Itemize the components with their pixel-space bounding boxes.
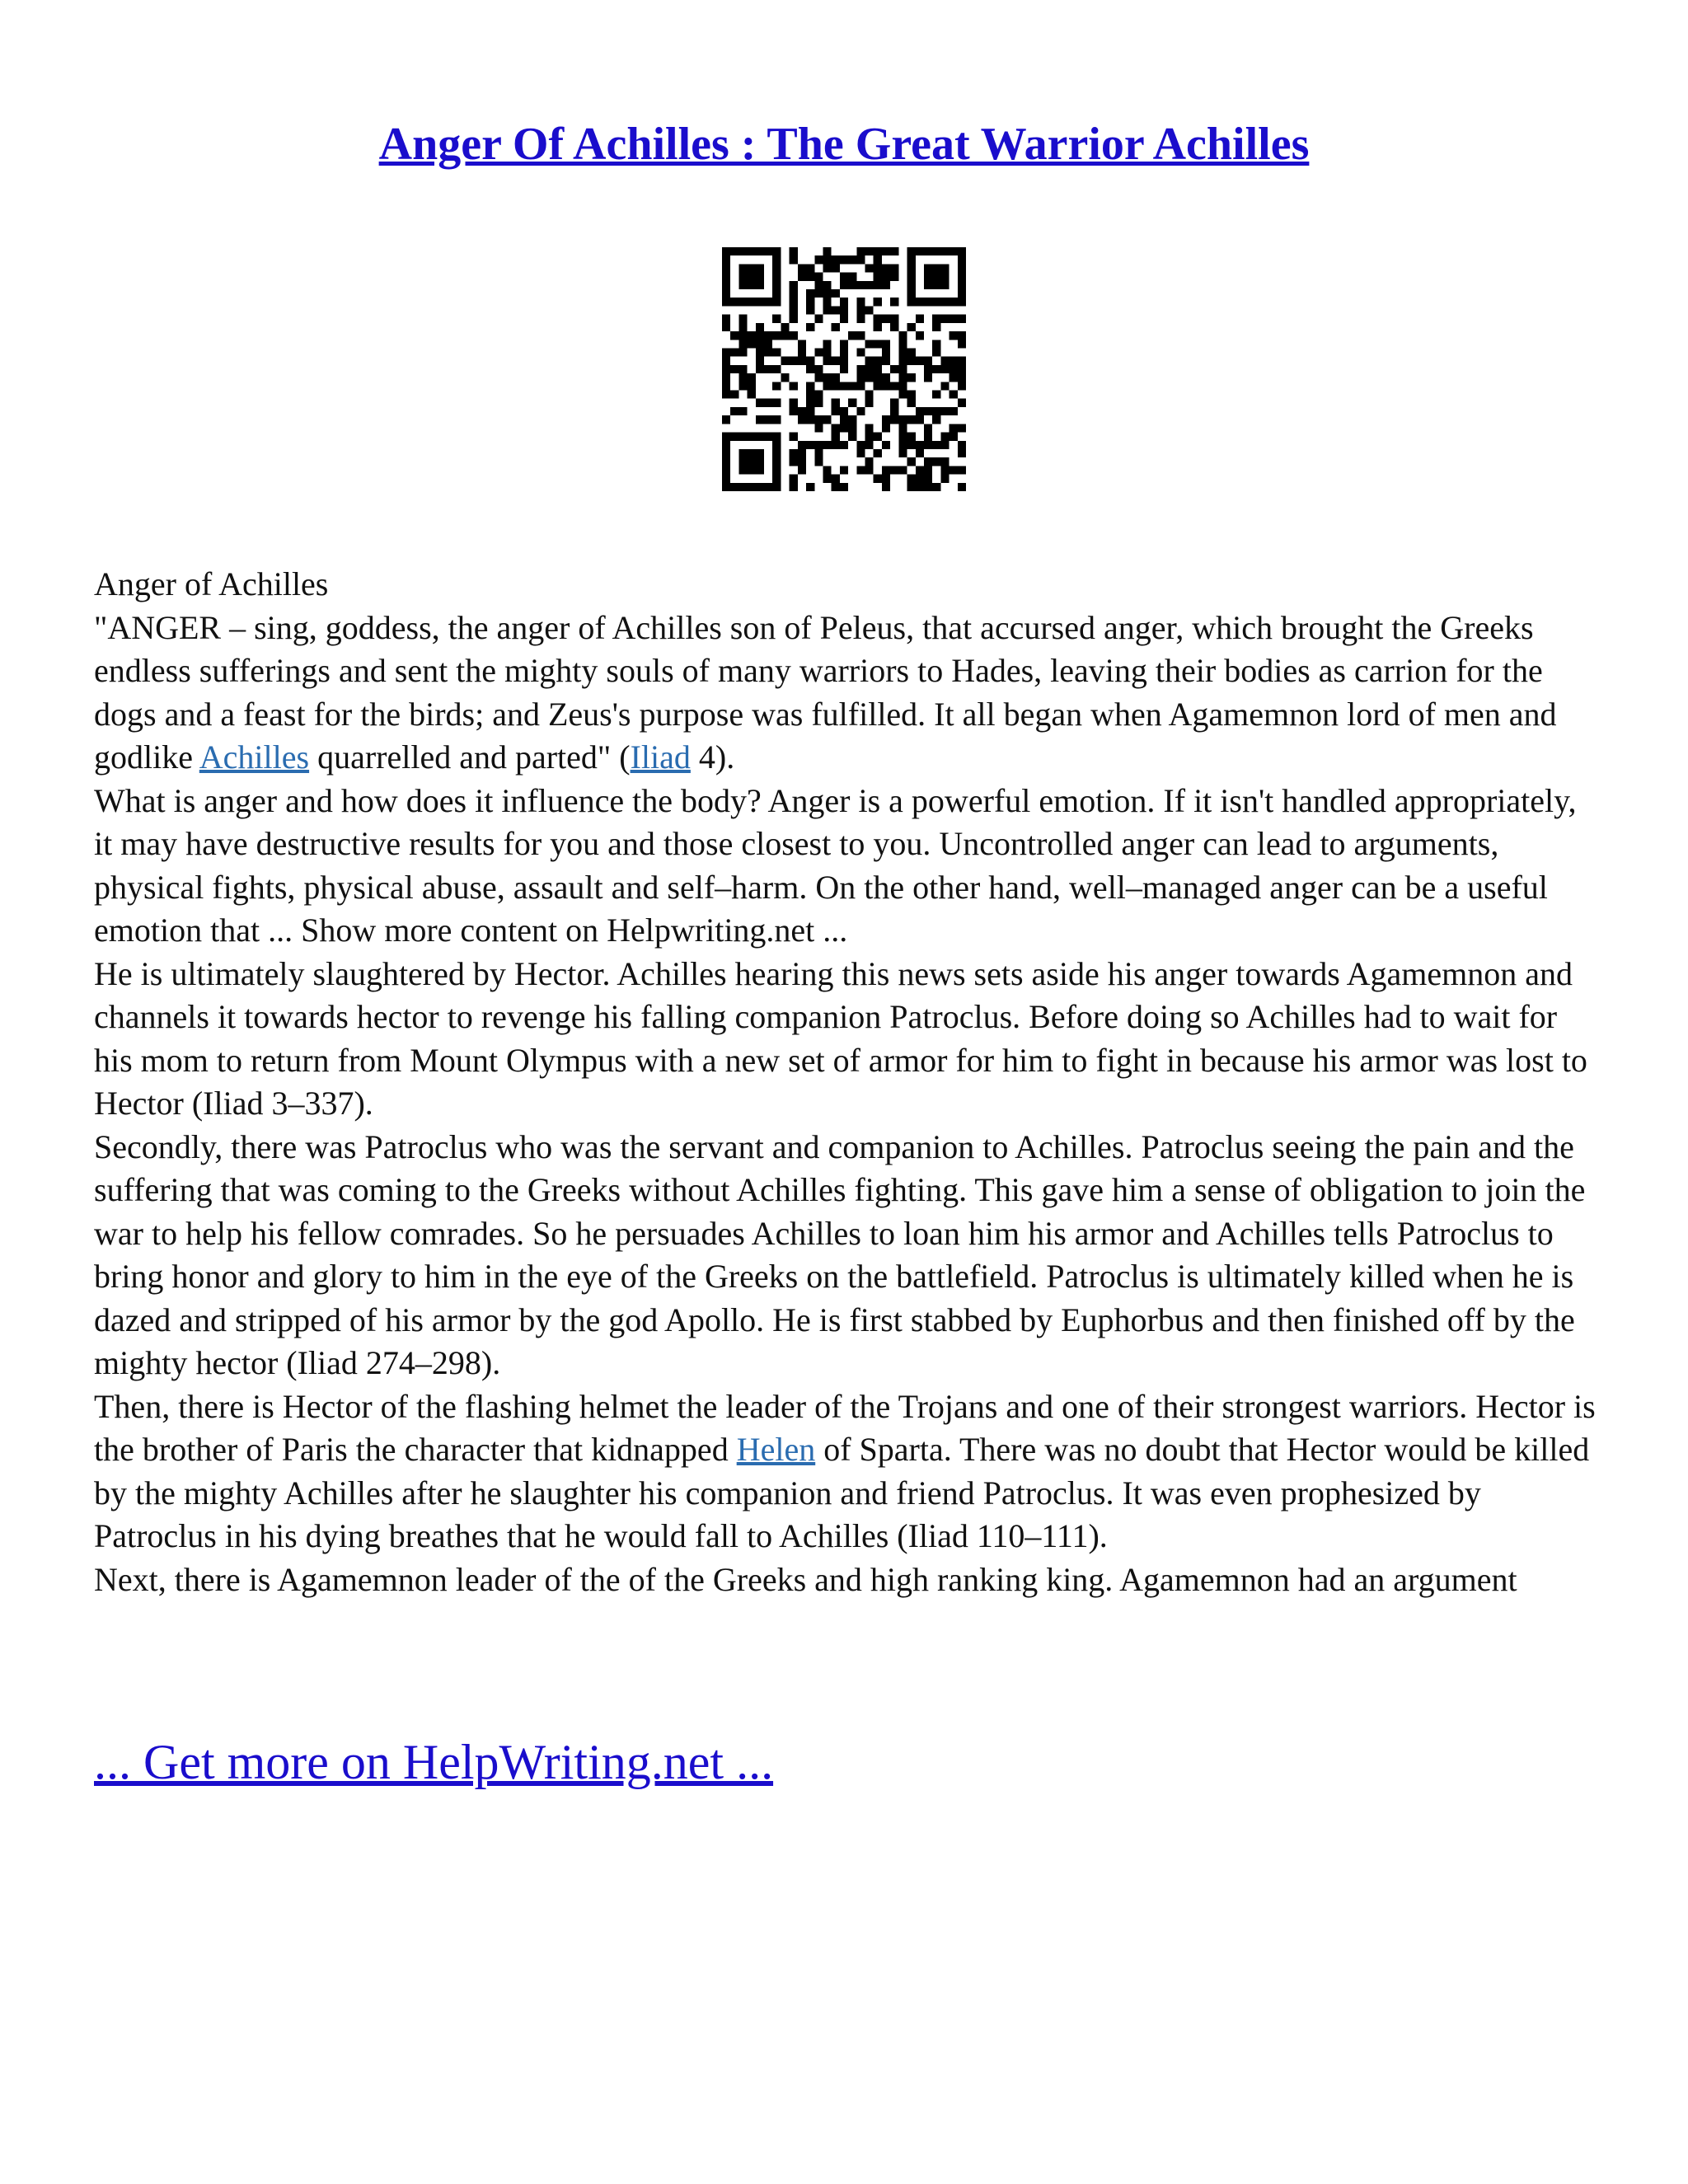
paragraph-1-text-c: 4).	[690, 738, 735, 776]
helen-link[interactable]: Helen	[736, 1431, 816, 1468]
paragraph-5	[94, 1385, 1602, 1558]
paragraph-5-text-b: of Sparta. There was no doubt that Hector would be killed by the mighty Achilles after he slaughter his companion and friend Patroclus. It was even prophesized by Patroclus in his dying breathes that he would fall to Achilles (Iliad 110–111).	[94, 1431, 1590, 1554]
paragraph-4: Secondly, there was Patroclus who was the servant and companion to Achilles. Patroclus seeing the pain and the suffering that was coming to the Greeks without Achilles fighting. This gave him a sense of obligation to join the war to help his fellow comrades. So he persuades Achilles to loan him his armor and Achilles tells Patroclus to bring honor and glory to him in the eye of the Greeks on the battlefield. Patroclus is ultimately killed when he is dazed and stripped of his armor by the god Apollo. He is first stabbed by Euphorbus and then finished off by the mighty hector (Iliad 274–298).	[94, 1127, 1586, 1381]
paragraph-6: Next, there is Agamemnon leader of the of the Greeks and high ranking king. Agamemnon had an argument	[94, 1560, 1517, 1598]
article-body	[94, 563, 1602, 1601]
paragraph-1-text-a: "ANGER – sing, goddess, the anger of Achilles son of Peleus, that accursed anger, which brought the Greeks endless sufferings and sent the mighty souls of many warriors to Hades, leaving their bodies as carrion for the dogs and a feast for the birds; and Zeus's purpose was fulfilled. It all began when Agamemnon lord of men and godlike	[94, 608, 1557, 776]
iliad-link[interactable]: Iliad	[630, 738, 691, 776]
page-title	[0, 115, 1688, 173]
get-more-link[interactable]: ... Get more on HelpWriting.net ...	[94, 1735, 774, 1789]
article-heading: Anger of Achilles	[94, 565, 329, 602]
title-link[interactable]: Anger Of Achilles : The Great Warrior Achilles	[378, 119, 1310, 170]
paragraph-2: What is anger and how does it influence the body? Anger is a powerful emotion. If it isn't handled appropriately, it may have destructive results for you and those closest to you. Uncontrolled anger can lead to arguments, physical fights, physical abuse, assault and self–harm. On the other hand, well–managed anger can be a useful emotion that ... Show more content on Helpwriting.net ...	[94, 781, 1577, 949]
paragraph-1	[94, 607, 1602, 780]
paragraph-1-text-b: quarrelled and parted" (	[309, 738, 631, 776]
more-link-container	[94, 1731, 773, 1793]
paragraph-3: He is ultimately slaughtered by Hector. Achilles hearing this news sets aside his anger towards Agamemnon and channels it towards hector to revenge his falling companion Patroclus. Before doing so Achilles had to wait for his mom to return from Mount Olympus with a new set of armor for him to fight in because his armor was lost to Hector (Iliad 3–337).	[94, 954, 1587, 1122]
qr-code-icon	[722, 247, 966, 491]
paragraph-5-text-a: Then, there is Hector of the flashing helmet the leader of the Trojans and one of their strongest warriors. Hector is the brother of Paris the character that kidnapped	[94, 1387, 1596, 1468]
achilles-link[interactable]: Achilles	[199, 738, 310, 776]
